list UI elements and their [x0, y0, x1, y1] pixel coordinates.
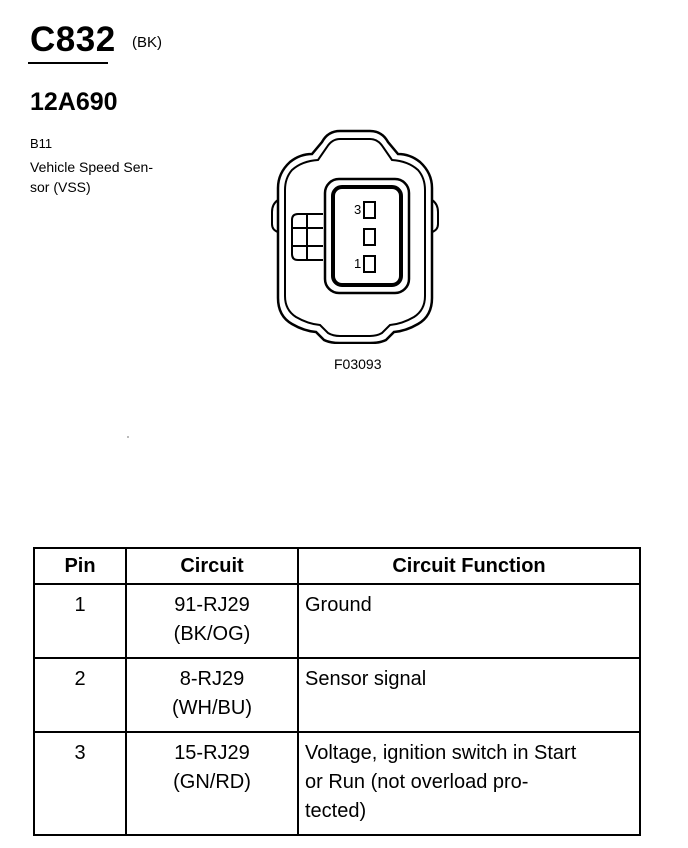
- scan-speck: [127, 436, 129, 438]
- part-number: 12A690: [30, 88, 118, 116]
- function-line: or Run (not overload pro-: [305, 771, 529, 793]
- function-line: Voltage, ignition switch in Start: [305, 742, 577, 764]
- pin-cell: 3: [34, 732, 126, 835]
- function-line: Ground: [305, 594, 372, 616]
- function-line: tected): [305, 800, 367, 822]
- pin-3-terminal: [364, 202, 375, 218]
- table-row: [34, 584, 640, 658]
- circuit-id: 15-RJ29: [174, 742, 250, 764]
- pinout-table: [33, 547, 641, 836]
- circuit-color: (BK/OG): [173, 623, 251, 645]
- pin-label-1: 1: [354, 256, 362, 271]
- header-pin: Pin: [34, 548, 126, 584]
- component-description-line: sor (VSS): [30, 179, 91, 195]
- component-description-line: Vehicle Speed Sen-: [30, 159, 153, 175]
- connector-cavity-outer: [325, 179, 409, 293]
- circuit-cell: [126, 584, 298, 658]
- table-header-row: [34, 548, 640, 584]
- component-code: B11: [30, 136, 53, 151]
- circuit-id: 8-RJ29: [179, 668, 245, 690]
- figure-code: F03093: [334, 356, 382, 372]
- circuit-cell: [126, 658, 298, 732]
- connector-face-diagram: [270, 128, 440, 344]
- pin-cell: 1: [34, 584, 126, 658]
- connector-color: (BK): [132, 34, 162, 51]
- header-circuit-function: Circuit Function: [298, 548, 640, 584]
- function-cell: [298, 584, 640, 658]
- pin-1-terminal: [364, 256, 375, 272]
- circuit-color: (WH/BU): [172, 697, 252, 719]
- circuit-cell: [126, 732, 298, 835]
- function-cell: [298, 658, 640, 732]
- connector-title: C832: [30, 20, 116, 59]
- title-underline: [28, 62, 108, 64]
- function-line: Sensor signal: [305, 668, 427, 690]
- function-cell: [298, 732, 640, 835]
- pin-cell: 2: [34, 658, 126, 732]
- circuit-id: 91-RJ29: [174, 594, 250, 616]
- circuit-color: (GN/RD): [173, 771, 251, 793]
- component-description: [30, 157, 190, 197]
- table-row: [34, 732, 640, 835]
- pin-2-terminal: [364, 229, 375, 245]
- header-circuit: Circuit: [126, 548, 298, 584]
- pin-label-3: 3: [354, 202, 362, 217]
- table-row: [34, 658, 640, 732]
